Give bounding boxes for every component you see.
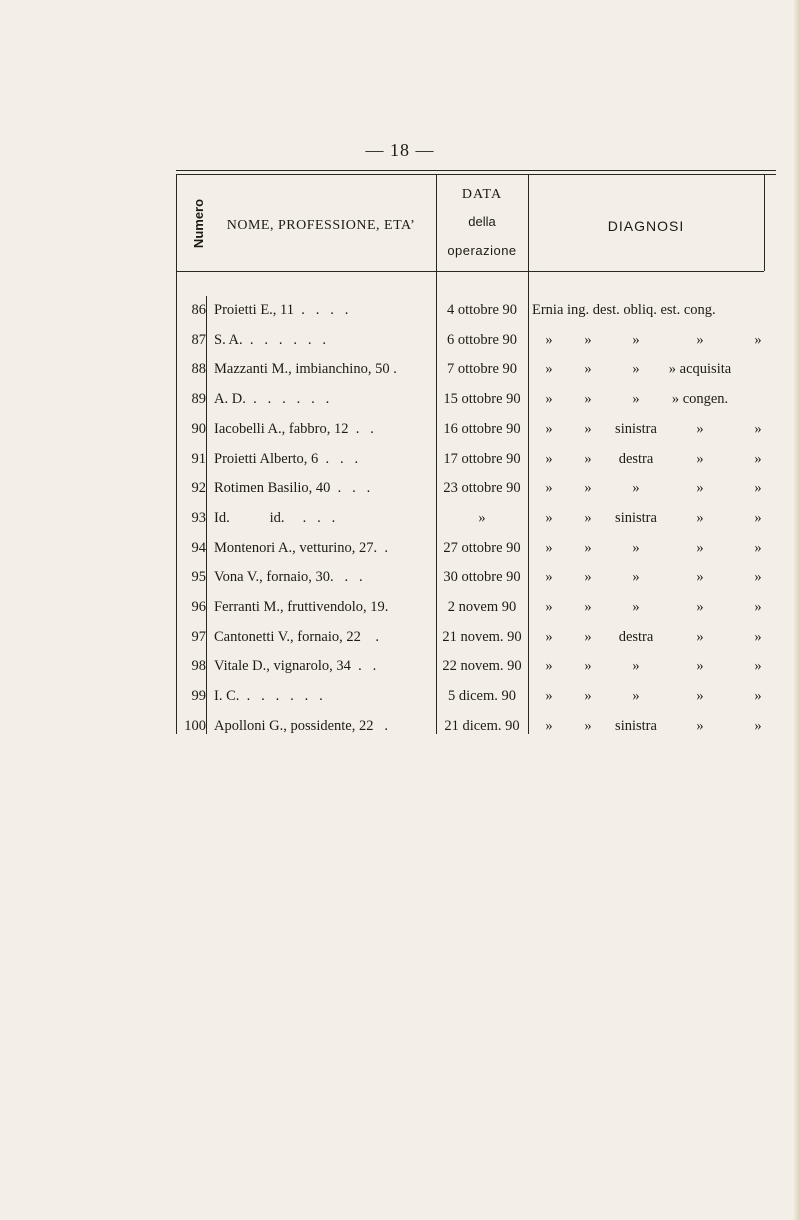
header-numero: Numero xyxy=(191,198,207,248)
diagnosis-cell: destra xyxy=(618,450,654,467)
diagnosis-cell: » xyxy=(632,569,640,586)
diagnosis-cell: » xyxy=(545,509,553,526)
row-number: 91 xyxy=(191,450,206,467)
diagnosis-cell: » xyxy=(584,688,592,705)
diagnosis-cell: » xyxy=(584,717,592,734)
row-name: Rotimen Basilio, 40 . . . xyxy=(214,480,371,497)
diagnosis-cell: » xyxy=(632,658,640,675)
table-row xyxy=(176,563,776,593)
diagnosis-cell: » xyxy=(754,688,762,705)
diagnosis-cell: » xyxy=(584,569,592,586)
diagnosis-cell: » xyxy=(632,331,640,348)
diagnosis-cell: » congen. xyxy=(671,391,729,408)
row-date: 16 ottobre 90 xyxy=(443,420,521,437)
row-number: 95 xyxy=(191,569,206,586)
diagnosis-text: Ernia ing. dest. obliq. est. cong. xyxy=(532,302,716,318)
row-name: S. A. . . . . . . xyxy=(214,331,326,348)
diagnosis-cell: » xyxy=(545,658,553,675)
diagnosis-cell: » xyxy=(696,480,704,497)
diagnosis-cell: » xyxy=(632,688,640,705)
row-name: Apolloni G., possidente, 22 . xyxy=(214,717,388,734)
diagnosis-cell: » xyxy=(696,509,704,526)
diagnosis-cell: » xyxy=(754,628,762,645)
diagnosis-cell: » xyxy=(632,599,640,615)
diagnosis-cell: » xyxy=(545,450,553,467)
table-right-border xyxy=(764,174,765,271)
diagnosis-cell: » xyxy=(584,480,592,497)
diagnosis-cell: » xyxy=(545,569,553,586)
diagnosis-cell: » xyxy=(545,391,553,408)
row-number: 97 xyxy=(191,628,206,645)
row-name: Mazzanti M., imbianchino, 50 . xyxy=(214,361,397,378)
diagnosis-cell: » acquisita xyxy=(668,361,732,378)
page-number: — 18 — xyxy=(365,140,435,160)
table-row xyxy=(176,534,776,564)
row-date: 6 ottobre 90 xyxy=(446,331,518,348)
header-operazione: operazione xyxy=(447,243,517,258)
diagnosis-cell: » xyxy=(696,628,704,645)
row-number: 100 xyxy=(184,717,206,734)
diagnosis-cell: » xyxy=(754,420,762,437)
row-number: 89 xyxy=(191,391,206,408)
row-number: 96 xyxy=(191,599,206,615)
header-nome: NOME, PROFESSIONE, ETA’ xyxy=(226,218,416,233)
row-number: 99 xyxy=(191,688,206,705)
row-number: 86 xyxy=(191,302,206,318)
diagnosis-cell: » xyxy=(545,539,553,556)
row-name: A. D. . . . . . . xyxy=(214,391,330,408)
row-name: Cantonetti V., fornaio, 22 . xyxy=(214,628,379,645)
row-name: Proietti E., 11 . . . . xyxy=(214,302,349,318)
row-name: Vona V., fornaio, 30. . . xyxy=(214,569,363,586)
row-name: Montenori A., vetturino, 27. . xyxy=(214,539,388,556)
table-row xyxy=(176,385,776,415)
diagnosis-cell: » xyxy=(754,658,762,675)
row-name: I. C. . . . . . . xyxy=(214,688,323,705)
diagnosis-cell: » xyxy=(754,599,762,615)
diagnosis-cell: » xyxy=(754,331,762,348)
header-diagnosi: DIAGNOSI xyxy=(607,218,685,234)
diagnosis-cell: » xyxy=(696,658,704,675)
diagnosis-cell: » xyxy=(545,717,553,734)
row-date: 17 ottobre 90 xyxy=(443,450,521,467)
row-date: 27 ottobre 90 xyxy=(443,539,521,556)
table-row xyxy=(176,326,776,356)
diagnosis-cell: » xyxy=(584,420,592,437)
table-row xyxy=(176,593,776,623)
row-date: 5 dicem. 90 xyxy=(447,688,517,705)
row-name: Id. id. . . . xyxy=(214,509,336,526)
row-number: 88 xyxy=(191,361,206,378)
diagnosis-cell: » xyxy=(545,361,553,378)
diagnosis-cell: » xyxy=(545,480,553,497)
diagnosis-cell: » xyxy=(584,391,592,408)
diagnosis-cell: sinistra xyxy=(615,420,657,437)
diagnosis-cell: » xyxy=(632,539,640,556)
row-number: 98 xyxy=(191,658,206,675)
diagnosis-cell: » xyxy=(696,688,704,705)
diagnosis-cell: » xyxy=(696,717,704,734)
row-date: 7 ottobre 90 xyxy=(446,361,518,378)
diagnosis-cell: » xyxy=(754,717,762,734)
diagnosis-cell: » xyxy=(584,450,592,467)
diagnosis-cell: » xyxy=(696,450,704,467)
row-date: 30 ottobre 90 xyxy=(443,569,521,586)
table-row xyxy=(176,712,776,742)
diagnosis-cell: » xyxy=(696,539,704,556)
diagnosis-cell: » xyxy=(584,361,592,378)
table-row xyxy=(176,682,776,712)
row-number: 92 xyxy=(191,480,206,497)
table-row xyxy=(176,623,776,653)
row-name: Ferranti M., fruttivendolo, 19. xyxy=(214,599,389,615)
diagnosis-cell: » xyxy=(632,480,640,497)
row-date: 4 ottobre 90 xyxy=(446,302,518,318)
table-row xyxy=(176,355,776,385)
row-number: 87 xyxy=(191,331,206,348)
diagnosis-cell: » xyxy=(584,628,592,645)
header-data: DATA xyxy=(461,187,503,202)
table-row xyxy=(176,445,776,475)
diagnosis-cell: » xyxy=(545,628,553,645)
diagnosis-cell: » xyxy=(754,450,762,467)
row-name: Vitale D., vignarolo, 34 . . xyxy=(214,658,377,675)
row-name: Iacobelli A., fabbro, 12 . . xyxy=(214,420,374,437)
row-date: 21 novem. 90 xyxy=(442,628,522,645)
page-edge xyxy=(794,0,800,1220)
diagnosis-cell: » xyxy=(632,391,640,408)
header-bottom-rule xyxy=(176,271,764,272)
diagnosis-cell: » xyxy=(545,688,553,705)
diagnosis-cell: sinistra xyxy=(615,717,657,734)
row-date: » xyxy=(478,509,486,526)
top-rule xyxy=(176,170,776,171)
header-della: della xyxy=(468,214,496,229)
diagnosis-cell: » xyxy=(632,361,640,378)
diagnosis-cell: » xyxy=(545,331,553,348)
row-date: 23 ottobre 90 xyxy=(443,480,521,497)
table-row xyxy=(176,652,776,682)
diagnosis-cell: » xyxy=(754,569,762,586)
diagnosis-cell: » xyxy=(584,658,592,675)
diagnosis-cell: sinistra xyxy=(615,509,657,526)
diagnosis-cell: » xyxy=(696,420,704,437)
table-row xyxy=(176,415,776,445)
diagnosis-cell: » xyxy=(696,599,704,615)
diagnosis-cell: » xyxy=(584,331,592,348)
diagnosis-cell: » xyxy=(584,599,592,615)
diagnosis-cell: » xyxy=(696,569,704,586)
row-date: 22 novem. 90 xyxy=(442,658,522,675)
table-row xyxy=(176,296,776,326)
diagnosis-cell: » xyxy=(696,331,704,348)
diagnosis-cell: » xyxy=(545,420,553,437)
table-row xyxy=(176,504,776,534)
row-date: 15 ottobre 90 xyxy=(443,391,521,408)
row-name: Proietti Alberto, 6 . . . xyxy=(214,450,359,467)
diagnosis-cell: destra xyxy=(618,628,654,645)
row-number: 90 xyxy=(191,420,206,437)
diagnosis-cell: » xyxy=(584,539,592,556)
diagnosis-cell: » xyxy=(584,509,592,526)
table-row xyxy=(176,474,776,504)
diagnosis-cell: » xyxy=(754,539,762,556)
row-date: 21 dicem. 90 xyxy=(444,717,520,734)
row-number: 93 xyxy=(191,509,206,526)
diagnosis-cell: » xyxy=(545,599,553,615)
diagnosis-cell: » xyxy=(754,480,762,497)
diagnosis-cell: » xyxy=(754,509,762,526)
row-number: 94 xyxy=(191,539,206,556)
row-date: 2 novem 90 xyxy=(447,599,517,615)
top-rule-double xyxy=(176,174,776,175)
